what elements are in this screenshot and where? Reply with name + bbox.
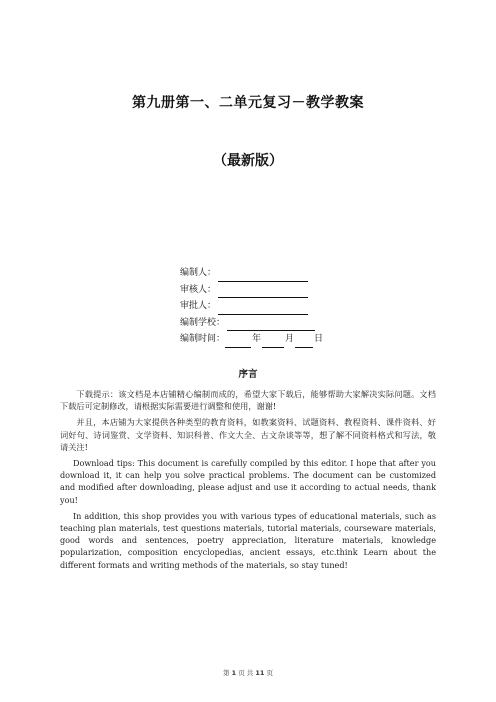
reviewer-blank xyxy=(218,286,308,298)
preface-heading: 序言 xyxy=(238,369,258,380)
school-row xyxy=(180,315,323,332)
month-label: 月 xyxy=(285,334,295,344)
month-blank xyxy=(262,336,284,348)
metadata-block xyxy=(180,265,323,348)
footer-total-pages: 11 xyxy=(255,669,265,677)
reviewer-row xyxy=(180,282,323,299)
footer-page-number: 1 xyxy=(231,669,237,677)
year-label: 年 xyxy=(252,334,262,344)
editor-row xyxy=(180,265,323,282)
approver-blank xyxy=(218,303,308,315)
preface-zh-paragraph-1: 下载提示：该文档是本店铺精心编制而成的，希望大家下载后，能够帮助大家解决实际问题。文档下载后可定制修改，请根据实际需要进行调整和使用，谢谢! xyxy=(60,389,436,412)
page-footer xyxy=(0,668,496,677)
footer-middle: 页 共 xyxy=(238,669,254,677)
date-row xyxy=(180,331,323,348)
document-title: 第九册第一、二单元复习－教学教案 xyxy=(132,95,364,111)
editor-label: 编制人： xyxy=(180,268,217,278)
preface-en-paragraph-1: Download tips: This document is carefully compiled by this editor. I hope that after you download it, it can help you solve practical problems. The document can be customized and modified after downloading, please adjust and use it according to actual needs, thank you! xyxy=(60,458,436,505)
approver-row xyxy=(180,298,323,315)
preface-en-paragraph-2: In addition, this shop provides you with various types of educational materials, such as teaching plan materials, test questions materials, tutorial materials, courseware materials, good words and sentences, poetry appreciation, literature materials, knowledge popularization, composition encyclopedias, ancient essays, etc.think Learn about the different formats and writing methods of the materials, so stay tuned! xyxy=(60,510,436,570)
day-label: 日 xyxy=(314,334,324,344)
approver-label: 审批人： xyxy=(180,301,217,311)
date-label: 编制时间： xyxy=(180,334,226,344)
footer-prefix: 第 xyxy=(223,669,230,677)
preface-zh-paragraph-2: 并且，本店铺为大家提供各种类型的教育资料，如教案资料、试题资料、教程资料、课件资料、好词好句、诗词鉴赏、文学资料、知识科普、作文大全、古文杂谈等等，想了解不同资料格式和写法，敬请关注! xyxy=(60,417,436,452)
footer-suffix: 页 xyxy=(266,669,273,677)
day-blank xyxy=(295,336,313,348)
reviewer-label: 审核人： xyxy=(180,284,217,295)
school-label: 编制学校： xyxy=(180,317,226,328)
school-blank xyxy=(227,319,315,331)
preface-body xyxy=(60,388,436,575)
year-blank xyxy=(225,336,251,348)
editor-blank xyxy=(218,270,308,282)
document-subtitle: （最新版） xyxy=(213,153,283,169)
